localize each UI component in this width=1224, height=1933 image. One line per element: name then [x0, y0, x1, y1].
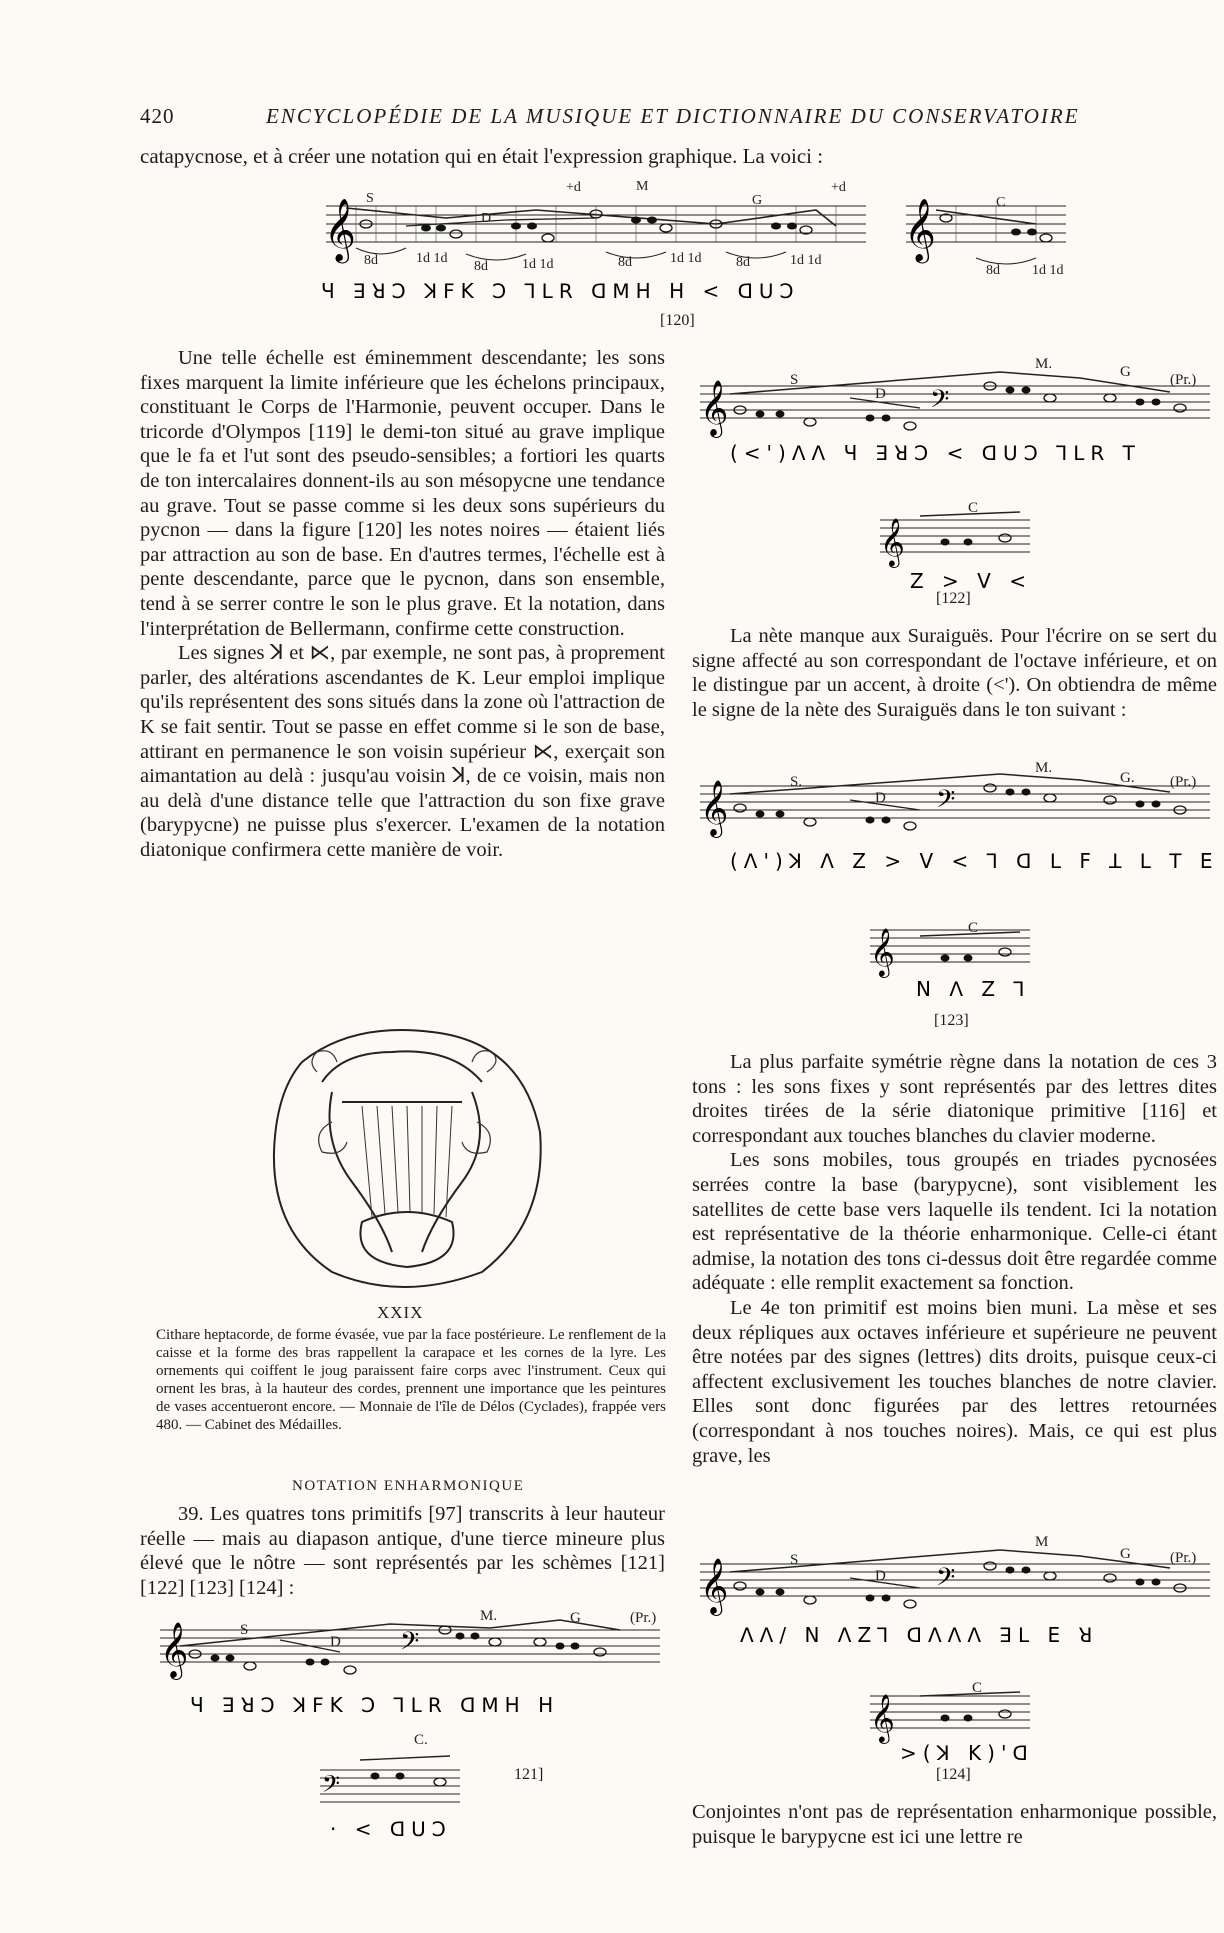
signs-122-bottom: Z > V <: [910, 569, 1032, 593]
paragraph-signes: Les signes ꓘ et ⋉, par exemple, ne sont pas, à proprement parler, des altérations ascendantes de K. Leur emploi implique qu'ils représentent des sons situés dans la zone où l'attraction de K se fait sentir. Tout se passe en effet comme si le son de base, attirant en permanence le son voisin supérieur ⋉, exerçait son aimantation au delà : jusqu'au voisin ꓘ, de ce voisin, mais non au delà d'une distance telle que l'attraction du son fixe grave (barypycne) ne puisse plus s'exercer. L'examen de la notation diatonique confirmera cette manière de voir.: [140, 642, 665, 861]
figure-124-number: [124]: [936, 1766, 971, 1783]
paragraph-conjointes: Conjointes n'ont pas de représentation enharmonique possible, puisque le barypycne est ici une lettre re: [692, 1801, 1217, 1848]
label-8d-3: 8d: [618, 255, 632, 270]
label-1d1d-5: 1d 1d: [1032, 263, 1064, 278]
staff-120: [296, 178, 1086, 303]
coin-illustration: [262, 1022, 548, 1292]
svg-text:𝄢: 𝄢: [930, 386, 950, 419]
right-paragraph-1: [692, 624, 1217, 722]
label-G: G: [752, 193, 763, 208]
label-D: D: [875, 1568, 886, 1584]
label-D: D: [330, 1634, 341, 1650]
label-C: C.: [414, 1732, 428, 1748]
svg-text:𝄢: 𝄢: [400, 1628, 420, 1661]
label-G: G: [1120, 364, 1131, 380]
figure-123: [700, 752, 1220, 1012]
svg-text:𝄞: 𝄞: [700, 1560, 729, 1613]
figure-120-number: [120]: [660, 312, 695, 329]
svg-text:𝄞: 𝄞: [904, 200, 936, 260]
staff-121: [160, 1600, 660, 1840]
label-8d-2: 8d: [474, 259, 488, 274]
page-number: 420: [140, 104, 175, 128]
label-Pr: (Pr.): [630, 1610, 657, 1626]
label-plus-d: +d: [566, 180, 581, 195]
figure-121-number: 121]: [514, 1766, 544, 1783]
label-Pr: (Pr.): [1170, 774, 1197, 790]
label-C: C: [996, 195, 1006, 210]
label-1d1d-3: 1d 1d: [670, 251, 702, 266]
svg-text:𝄢: 𝄢: [936, 1564, 956, 1597]
label-C: C: [972, 1680, 983, 1696]
label-1d1d-4: 1d 1d: [790, 253, 822, 268]
section-title: NOTATION ENHARMONIQUE: [292, 1478, 525, 1494]
label-8d: 8d: [364, 253, 378, 268]
paragraph-sons-mobiles: Les sons mobiles, tous groupés en triades pycnosées serrées contre la base (barypycne), sont visiblement les satellites de cette base vers laquelle ils tendent. Ici la notation est représentative de la théorie enharmonique. Celle-ci étant admise, la notation des tons ci-dessus doit être regardée comme adéquate : elle remplit exactement sa fonction.: [692, 1149, 1217, 1295]
paragraph-39: 39. Les quatres tons primitifs [97] transcrits à leur hauteur réelle — mais au diapason antique, d'une tierce mineure plus élevé que le nôtre — sont représentés par les schèmes [121] [122] [123] [124] :: [140, 1503, 665, 1599]
signs-120: Ч ꓱꓤꓛ ꓘꓝK ꓛ ꓶꓡꓣ ꓷꓟH H < ꓷꓴꓛ: [321, 279, 800, 303]
label-Pr: (Pr.): [1170, 372, 1197, 388]
label-M: M.: [1035, 356, 1053, 372]
paragraph-nete: La nète manque aux Suraiguës. Pour l'écrire on se sert du signe affecté au son correspondant de l'octave inférieure, et on le distingue par un accent, à droite (<'). On obtiendra de même le signe de la nète des Suraiguës dans le ton suivant :: [692, 625, 1217, 721]
signs-124-bottom: >(ꓘ K)'ꓷ: [900, 1741, 1034, 1765]
signs-121-bottom: · < ꓷꓴꓛ: [330, 1817, 452, 1840]
signs-123-bottom: N ꓥ Z ꓶ: [916, 977, 1031, 1001]
signs-124-top: ꓥꓥ/ N ꓥZꓶ ꓷꓥꓥꓥ ꓱꓡ E ꓤ: [740, 1623, 1099, 1647]
label-1d1d-2: 1d 1d: [522, 257, 554, 272]
coin-drawing: [262, 1022, 548, 1292]
right-paragraph-final: [692, 1800, 1217, 1849]
label-S: S: [240, 1622, 249, 1638]
label-C: C: [968, 500, 979, 516]
label-plus-d-2: +d: [831, 180, 846, 195]
svg-text:𝄞: 𝄞: [870, 1696, 895, 1742]
label-M: M: [1035, 1534, 1049, 1550]
paragraph-echelle: Une telle échelle est éminemment descendante; les sons fixes marquent la limite inférieure que les échelons principaux, constituant le Corps de l'Harmonie, peuvent occuper. Dans le tricorde d'Olympos [119] le demi-ton situé au grave implique que le fa et l'ut sont des pseudo-sensibles; a fortiori les quarts de ton intercalaires donnent-ils au son mésopycne une tendance au grave. Tout se passe comme si les deux sons supérieurs du pycnon — dans la figure [120] les notes noires — étaient liés par attraction au son de base. En d'autres termes, l'échelle est à pente descendante, parce que le pycnon, dans son ensemble, tend à se serrer contre le son le plus grave. Et la notation, dans l'interprétation de Bellermann, confirme cette construction.: [140, 347, 665, 640]
right-paragraphs: [692, 1050, 1217, 1468]
label-D: D: [481, 211, 492, 226]
staff-122: [700, 352, 1220, 602]
section-paragraph: [140, 1502, 665, 1600]
staff-124: [700, 1530, 1220, 1780]
running-header: [140, 100, 1095, 132]
label-1d1d: 1d 1d: [416, 251, 448, 266]
label-G: G: [1120, 1546, 1131, 1562]
label-S: S: [366, 191, 374, 206]
label-S: S.: [790, 774, 803, 790]
running-title: ENCYCLOPÉDIE DE LA MUSIQUE ET DICTIONNAIRE DU CONSERVATOIRE: [266, 104, 1080, 128]
signs-123-top: (ꓥ')ꓘ ꓥ Z > V < ꓶ ꓷ ꓡ F ꓕ ꓡ ꓔ E: [730, 849, 1219, 873]
label-G: G.: [1120, 770, 1135, 786]
coin-caption: Cithare heptacorde, de forme évasée, vue par la face postérieure. Le renflement de la caisse et la forme des bras rappellent la carapace et les cornes de la lyre. Les ornements qui coiffent le joug paraissent faire corps avec l'instrument. Ceux qui ornent les bras, à la hauteur des cordes, prennent une importance que les peintures de vases accentueront encore. — Monnaie de l'île de Délos (Cyclades), frappée vers 480. — Cabinet des Médailles.: [156, 1327, 666, 1433]
svg-text:𝄞: 𝄞: [700, 382, 729, 435]
paragraph-quatrieme-ton: Le 4e ton primitif est moins bien muni. La mèse et ses deux répliques aux octaves inférieure et supérieure ne peuvent être notées par des signes (lettres) dits droits, puisque ceux-ci affectent exclusivement les touches blanches de notre clavier. Elles sont donc figurées par des lettres retournées (correspondant à nos touches noires). Mais, ce qui est plus grave, les: [692, 1296, 1217, 1467]
left-column: [140, 346, 665, 862]
svg-text:𝄞: 𝄞: [324, 200, 356, 260]
label-C: C: [968, 920, 979, 936]
svg-text:𝄢: 𝄢: [322, 1772, 341, 1803]
figure-123-number: [123]: [934, 1012, 969, 1029]
svg-text:𝄞: 𝄞: [870, 930, 895, 976]
figure-121: [160, 1600, 660, 1840]
coin-number: XXIX: [377, 1303, 424, 1322]
label-M: M: [636, 179, 649, 194]
label-8d-4: 8d: [736, 255, 750, 270]
label-M: M.: [1035, 760, 1053, 776]
label-M: M.: [480, 1608, 498, 1624]
svg-text:𝄞: 𝄞: [700, 782, 729, 835]
label-S: S: [790, 1552, 799, 1568]
intro-line: catapycnose, et à créer une notation qui en était l'expression graphique. La voici :: [140, 144, 824, 168]
label-S: S: [790, 372, 799, 388]
staff-123: [700, 752, 1220, 1012]
paragraph-symetrie: La plus parfaite symétrie règne dans la notation de ces 3 tons : les sons fixes y sont représentés par des lettres dites droites tirées de la série diatonique primitive [116] et correspondant aux touches blanches du clavier moderne.: [692, 1051, 1217, 1147]
signs-121-top: Ч ꓱꓤꓛ ꓘꓝK ꓛ ꓶꓡꓣ ꓷꓟH H: [190, 1693, 560, 1717]
label-8d-5: 8d: [986, 263, 1000, 278]
label-Pr: (Pr.): [1170, 1550, 1197, 1566]
label-G: G: [570, 1610, 581, 1626]
label-D: D: [875, 790, 886, 806]
figure-122: [700, 352, 1220, 602]
svg-text:𝄞: 𝄞: [160, 1624, 189, 1677]
label-D: D: [875, 386, 886, 402]
figure-124: [700, 1530, 1220, 1780]
figure-122-number: [122]: [936, 590, 971, 607]
svg-text:𝄢: 𝄢: [936, 786, 956, 819]
svg-text:𝄞: 𝄞: [880, 520, 905, 566]
figure-120: [296, 178, 1086, 303]
signs-122-top: (<')ꓥꓥ Ч ꓱꓤꓛ < ꓷꓴꓛ ꓶꓡꓣ ꓔ: [730, 441, 1141, 465]
